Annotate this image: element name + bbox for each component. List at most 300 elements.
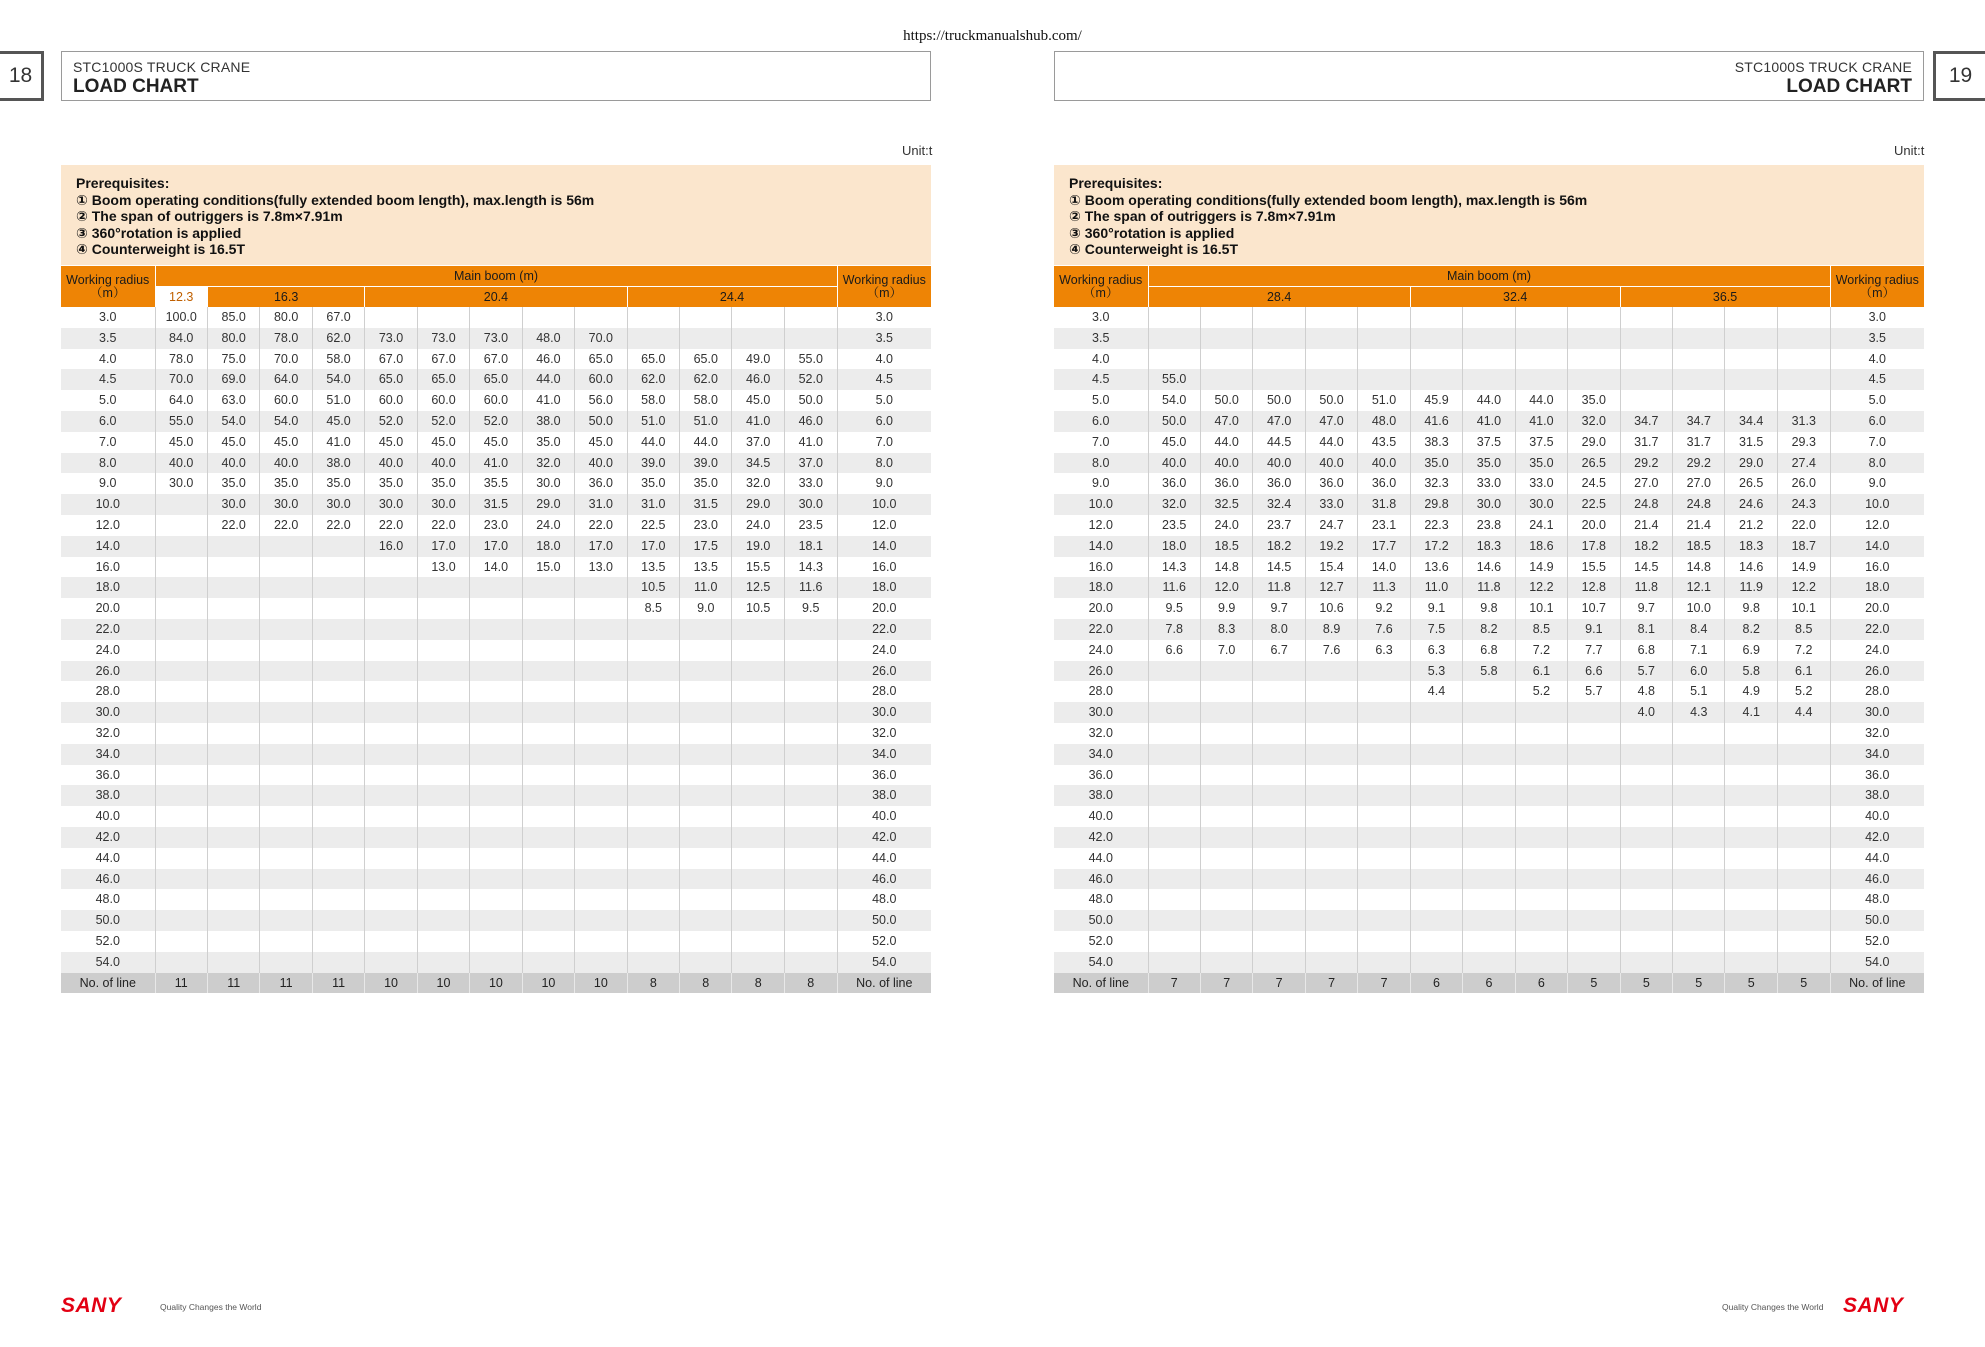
load-cell	[1410, 806, 1462, 827]
load-cell: 4.9	[1725, 681, 1777, 702]
load-cell	[522, 598, 574, 619]
load-cell	[1463, 931, 1515, 952]
load-cell	[417, 598, 469, 619]
load-cell	[207, 869, 259, 890]
load-cell	[1305, 723, 1357, 744]
table-row	[1054, 952, 1924, 973]
load-cell: 6.7	[1253, 640, 1305, 661]
load-cell	[155, 785, 207, 806]
radius-cell: 44.0	[1054, 848, 1148, 869]
load-cell: 38.0	[522, 411, 574, 432]
load-cell	[1305, 349, 1357, 370]
load-cell	[522, 931, 574, 952]
load-cell	[470, 307, 522, 328]
table-row	[61, 931, 931, 952]
load-cell	[470, 661, 522, 682]
load-cell: 17.8	[1568, 536, 1620, 557]
load-cell: 24.8	[1673, 494, 1725, 515]
load-cell	[1410, 827, 1462, 848]
load-cell: 14.9	[1515, 557, 1567, 578]
load-cell	[784, 640, 837, 661]
load-cell: 6.3	[1410, 640, 1462, 661]
radius-cell: 22.0	[1830, 619, 1924, 640]
load-cell: 67.0	[470, 349, 522, 370]
load-cell	[1620, 349, 1672, 370]
load-cell	[155, 931, 207, 952]
load-cell: 7.2	[1777, 640, 1830, 661]
load-cell: 44.0	[680, 432, 732, 453]
load-cell: 9.8	[1725, 598, 1777, 619]
load-cell	[627, 619, 679, 640]
load-cell: 67.0	[365, 349, 417, 370]
boom-length-header: 24.4	[627, 287, 837, 308]
radius-cell: 42.0	[837, 827, 931, 848]
radius-cell: 4.5	[1054, 369, 1148, 390]
load-cell: 6.6	[1148, 640, 1200, 661]
load-cell	[1148, 661, 1200, 682]
load-cell	[627, 640, 679, 661]
load-cell	[1568, 765, 1620, 786]
load-cell	[1410, 328, 1462, 349]
load-cell	[260, 848, 312, 869]
load-cell	[1358, 931, 1410, 952]
radius-cell: 10.0	[61, 494, 155, 515]
load-cell	[680, 910, 732, 931]
load-cell: 44.0	[1515, 390, 1567, 411]
load-cell: 60.0	[470, 390, 522, 411]
load-cell	[575, 619, 627, 640]
load-cell	[575, 848, 627, 869]
load-cell: 14.5	[1620, 557, 1672, 578]
load-cell	[417, 723, 469, 744]
load-cell	[260, 640, 312, 661]
load-cell: 22.0	[365, 515, 417, 536]
load-cell	[522, 910, 574, 931]
load-cell: 9.0	[680, 598, 732, 619]
load-cell	[470, 806, 522, 827]
load-cell	[1200, 307, 1252, 328]
load-cell	[627, 744, 679, 765]
load-cell	[417, 702, 469, 723]
load-cell: 32.3	[1410, 473, 1462, 494]
load-cell	[417, 889, 469, 910]
load-cell	[207, 765, 259, 786]
table-row	[1054, 515, 1924, 536]
load-cell: 58.0	[312, 349, 364, 370]
radius-cell: 36.0	[1830, 765, 1924, 786]
load-cell: 65.0	[470, 369, 522, 390]
load-cell	[1777, 889, 1830, 910]
table-row	[61, 848, 931, 869]
load-cell	[522, 952, 574, 973]
load-cell	[1305, 848, 1357, 869]
load-cell	[1410, 952, 1462, 973]
radius-cell: 5.0	[1830, 390, 1924, 411]
load-cell	[470, 848, 522, 869]
load-cell	[784, 869, 837, 890]
load-cell	[732, 681, 784, 702]
table-row	[1054, 765, 1924, 786]
load-cell	[680, 681, 732, 702]
load-cell: 40.0	[155, 453, 207, 474]
load-cell: 27.0	[1673, 473, 1725, 494]
load-cell	[1253, 369, 1305, 390]
load-cell: 22.5	[627, 515, 679, 536]
load-cell: 48.0	[522, 328, 574, 349]
load-cell: 45.0	[470, 432, 522, 453]
load-cell	[732, 869, 784, 890]
load-cell	[1200, 681, 1252, 702]
load-cell	[1620, 869, 1672, 890]
load-cell	[732, 744, 784, 765]
load-cell	[155, 869, 207, 890]
line-count-cell: 8	[784, 973, 837, 994]
table-row	[1054, 453, 1924, 474]
load-cell	[732, 765, 784, 786]
line-count-cell: 11	[207, 973, 259, 994]
radius-cell: 54.0	[1054, 952, 1148, 973]
load-chart-table	[1054, 266, 1924, 993]
slogan: Quality Changes the World	[1722, 1302, 1824, 1312]
load-cell	[732, 702, 784, 723]
load-cell	[1673, 827, 1725, 848]
load-cell	[260, 723, 312, 744]
load-cell	[1305, 328, 1357, 349]
load-cell	[784, 307, 837, 328]
radius-cell: 40.0	[1830, 806, 1924, 827]
load-cell: 5.2	[1777, 681, 1830, 702]
radius-cell: 5.0	[837, 390, 931, 411]
load-cell: 30.0	[365, 494, 417, 515]
load-cell	[522, 744, 574, 765]
radius-cell: 52.0	[837, 931, 931, 952]
load-cell	[1725, 390, 1777, 411]
table-row	[61, 307, 931, 328]
load-cell: 11.8	[1463, 577, 1515, 598]
load-cell: 40.0	[207, 453, 259, 474]
load-cell	[732, 827, 784, 848]
radius-cell: 3.0	[1054, 307, 1148, 328]
load-cell: 67.0	[417, 349, 469, 370]
load-cell	[155, 910, 207, 931]
load-cell: 52.0	[365, 411, 417, 432]
load-cell: 37.5	[1515, 432, 1567, 453]
load-cell	[1515, 806, 1567, 827]
load-cell	[1410, 785, 1462, 806]
load-cell: 31.5	[680, 494, 732, 515]
radius-cell: 28.0	[1830, 681, 1924, 702]
load-cell	[522, 619, 574, 640]
load-cell	[417, 744, 469, 765]
load-cell	[207, 931, 259, 952]
load-cell	[1673, 369, 1725, 390]
load-cell	[680, 723, 732, 744]
load-cell	[784, 681, 837, 702]
load-cell	[1253, 806, 1305, 827]
radius-cell: 5.0	[61, 390, 155, 411]
load-cell	[575, 307, 627, 328]
load-cell: 8.0	[1253, 619, 1305, 640]
load-cell	[1620, 931, 1672, 952]
load-cell: 70.0	[260, 349, 312, 370]
load-cell: 49.0	[732, 349, 784, 370]
load-cell	[680, 328, 732, 349]
load-cell: 14.0	[470, 557, 522, 578]
load-cell	[1515, 349, 1567, 370]
load-cell	[1673, 390, 1725, 411]
load-cell	[627, 806, 679, 827]
load-cell: 6.1	[1515, 661, 1567, 682]
load-cell: 5.3	[1410, 661, 1462, 682]
load-cell	[784, 785, 837, 806]
load-cell	[1200, 744, 1252, 765]
load-cell: 17.7	[1358, 536, 1410, 557]
load-cell	[1568, 889, 1620, 910]
load-cell	[1305, 889, 1357, 910]
load-cell	[575, 952, 627, 973]
load-cell: 29.3	[1777, 432, 1830, 453]
load-cell	[1463, 307, 1515, 328]
load-cell: 4.4	[1410, 681, 1462, 702]
load-cell: 40.0	[1305, 453, 1357, 474]
load-cell	[365, 910, 417, 931]
load-cell	[260, 661, 312, 682]
load-cell	[575, 889, 627, 910]
load-cell	[1515, 827, 1567, 848]
load-cell	[1253, 702, 1305, 723]
prerequisite-item: ② The span of outriggers is 7.8m×7.91m	[76, 208, 343, 224]
unit-m-label: （m）	[90, 285, 126, 300]
load-cell	[260, 889, 312, 910]
load-cell	[680, 869, 732, 890]
table-row	[1054, 702, 1924, 723]
load-cell	[680, 785, 732, 806]
load-cell: 40.0	[1148, 453, 1200, 474]
load-cell	[627, 869, 679, 890]
load-cell: 24.3	[1777, 494, 1830, 515]
load-cell: 24.0	[1200, 515, 1252, 536]
load-cell	[312, 910, 364, 931]
load-cell	[260, 910, 312, 931]
load-cell	[1673, 349, 1725, 370]
load-cell	[312, 536, 364, 557]
radius-cell: 4.5	[61, 369, 155, 390]
load-cell	[1725, 307, 1777, 328]
load-cell: 35.0	[1410, 453, 1462, 474]
load-cell: 14.8	[1673, 557, 1725, 578]
table-row	[1054, 307, 1924, 328]
load-cell: 10.6	[1305, 598, 1357, 619]
radius-cell: 16.0	[61, 557, 155, 578]
load-cell	[1200, 349, 1252, 370]
radius-cell: 12.0	[837, 515, 931, 536]
radius-cell: 52.0	[1054, 931, 1148, 952]
line-count-cell: 6	[1410, 973, 1462, 994]
table-row	[61, 952, 931, 973]
load-cell	[1620, 910, 1672, 931]
load-cell: 41.0	[312, 432, 364, 453]
load-cell	[1515, 744, 1567, 765]
load-cell	[1200, 827, 1252, 848]
load-cell	[470, 598, 522, 619]
unit-m-label: （m）	[1083, 285, 1119, 300]
unit-m-label: （m）	[866, 285, 902, 300]
load-cell	[575, 723, 627, 744]
radius-cell: 12.0	[61, 515, 155, 536]
load-cell	[312, 952, 364, 973]
line-count-cell: 7	[1200, 973, 1252, 994]
load-cell	[1305, 661, 1357, 682]
load-cell	[575, 931, 627, 952]
load-cell: 10.1	[1777, 598, 1830, 619]
prerequisite-item: ③ 360°rotation is applied	[1069, 224, 1235, 241]
load-cell	[1305, 806, 1357, 827]
load-cell	[1515, 848, 1567, 869]
load-cell	[312, 681, 364, 702]
load-cell	[1410, 889, 1462, 910]
load-cell: 69.0	[207, 369, 259, 390]
load-cell	[207, 827, 259, 848]
load-cell	[470, 931, 522, 952]
load-cell: 8.5	[1515, 619, 1567, 640]
radius-cell: 50.0	[837, 910, 931, 931]
load-cell: 27.0	[1620, 473, 1672, 494]
load-cell: 45.9	[1410, 390, 1462, 411]
load-cell	[155, 765, 207, 786]
load-cell: 31.3	[1777, 411, 1830, 432]
load-cell	[155, 702, 207, 723]
load-cell	[365, 744, 417, 765]
radius-cell: 52.0	[61, 931, 155, 952]
load-cell	[155, 848, 207, 869]
load-cell	[1568, 827, 1620, 848]
load-cell: 64.0	[260, 369, 312, 390]
load-cell: 22.5	[1568, 494, 1620, 515]
load-cell	[312, 848, 364, 869]
load-cell	[1568, 848, 1620, 869]
load-cell	[260, 806, 312, 827]
load-cell	[1463, 889, 1515, 910]
radius-cell: 30.0	[1054, 702, 1148, 723]
load-cell	[365, 598, 417, 619]
load-cell: 37.5	[1463, 432, 1515, 453]
load-cell	[522, 827, 574, 848]
table-row	[1054, 557, 1924, 578]
load-cell: 7.7	[1568, 640, 1620, 661]
load-cell	[732, 640, 784, 661]
load-cell: 5.2	[1515, 681, 1567, 702]
load-cell	[365, 785, 417, 806]
table-row	[61, 640, 931, 661]
load-cell: 30.0	[522, 473, 574, 494]
load-cell: 18.0	[522, 536, 574, 557]
load-cell	[680, 848, 732, 869]
load-cell: 12.5	[732, 577, 784, 598]
load-cell: 80.0	[207, 328, 259, 349]
load-cell: 50.0	[575, 411, 627, 432]
load-cell	[1673, 952, 1725, 973]
load-cell	[732, 328, 784, 349]
load-cell	[1725, 869, 1777, 890]
table-row	[61, 536, 931, 557]
load-cell	[1515, 952, 1567, 973]
prerequisites-box	[1054, 165, 1924, 265]
load-cell: 45.0	[1148, 432, 1200, 453]
load-cell: 10.5	[627, 577, 679, 598]
sany-logo: SANY	[1843, 1294, 1904, 1317]
load-cell	[207, 619, 259, 640]
load-cell: 4.4	[1777, 702, 1830, 723]
radius-cell: 34.0	[837, 744, 931, 765]
load-cell	[1515, 723, 1567, 744]
radius-cell: 34.0	[61, 744, 155, 765]
table-row	[1054, 432, 1924, 453]
table-row	[1054, 411, 1924, 432]
load-cell	[1253, 765, 1305, 786]
radius-cell: 6.0	[1830, 411, 1924, 432]
load-cell	[575, 910, 627, 931]
load-cell	[312, 744, 364, 765]
load-cell	[365, 681, 417, 702]
load-cell	[1410, 848, 1462, 869]
load-cell	[1253, 910, 1305, 931]
table-row	[61, 723, 931, 744]
radius-cell: 26.0	[61, 661, 155, 682]
load-cell: 64.0	[155, 390, 207, 411]
load-cell	[312, 598, 364, 619]
load-cell	[1777, 952, 1830, 973]
load-cell: 9.5	[1148, 598, 1200, 619]
radius-cell: 4.5	[1830, 369, 1924, 390]
radius-cell: 26.0	[1830, 661, 1924, 682]
radius-cell: 16.0	[1054, 557, 1148, 578]
load-cell: 60.0	[575, 369, 627, 390]
table-row	[61, 515, 931, 536]
load-cell: 24.1	[1515, 515, 1567, 536]
load-cell	[1200, 910, 1252, 931]
load-cell	[522, 681, 574, 702]
model-name: STC1000S TRUCK CRANE	[1734, 59, 1912, 75]
load-cell: 16.0	[365, 536, 417, 557]
load-cell: 5.7	[1620, 661, 1672, 682]
load-cell: 24.0	[732, 515, 784, 536]
load-cell: 11.8	[1253, 577, 1305, 598]
load-cell	[417, 577, 469, 598]
line-count-row	[61, 973, 931, 994]
load-cell: 9.1	[1568, 619, 1620, 640]
load-cell	[1463, 349, 1515, 370]
load-cell	[1568, 931, 1620, 952]
load-cell	[260, 577, 312, 598]
load-cell	[207, 723, 259, 744]
load-cell	[207, 910, 259, 931]
load-cell: 100.0	[155, 307, 207, 328]
load-cell	[1673, 848, 1725, 869]
radius-cell: 12.0	[1054, 515, 1148, 536]
load-cell	[1305, 369, 1357, 390]
table-row	[61, 765, 931, 786]
load-cell: 10.1	[1515, 598, 1567, 619]
load-cell	[1463, 744, 1515, 765]
load-cell: 14.8	[1200, 557, 1252, 578]
prerequisites-title: Prerequisites:	[76, 175, 170, 191]
load-cell: 50.0	[1305, 390, 1357, 411]
load-cell	[1725, 744, 1777, 765]
table-row	[61, 806, 931, 827]
table-row	[1054, 827, 1924, 848]
radius-cell: 30.0	[1830, 702, 1924, 723]
radius-cell: 44.0	[61, 848, 155, 869]
